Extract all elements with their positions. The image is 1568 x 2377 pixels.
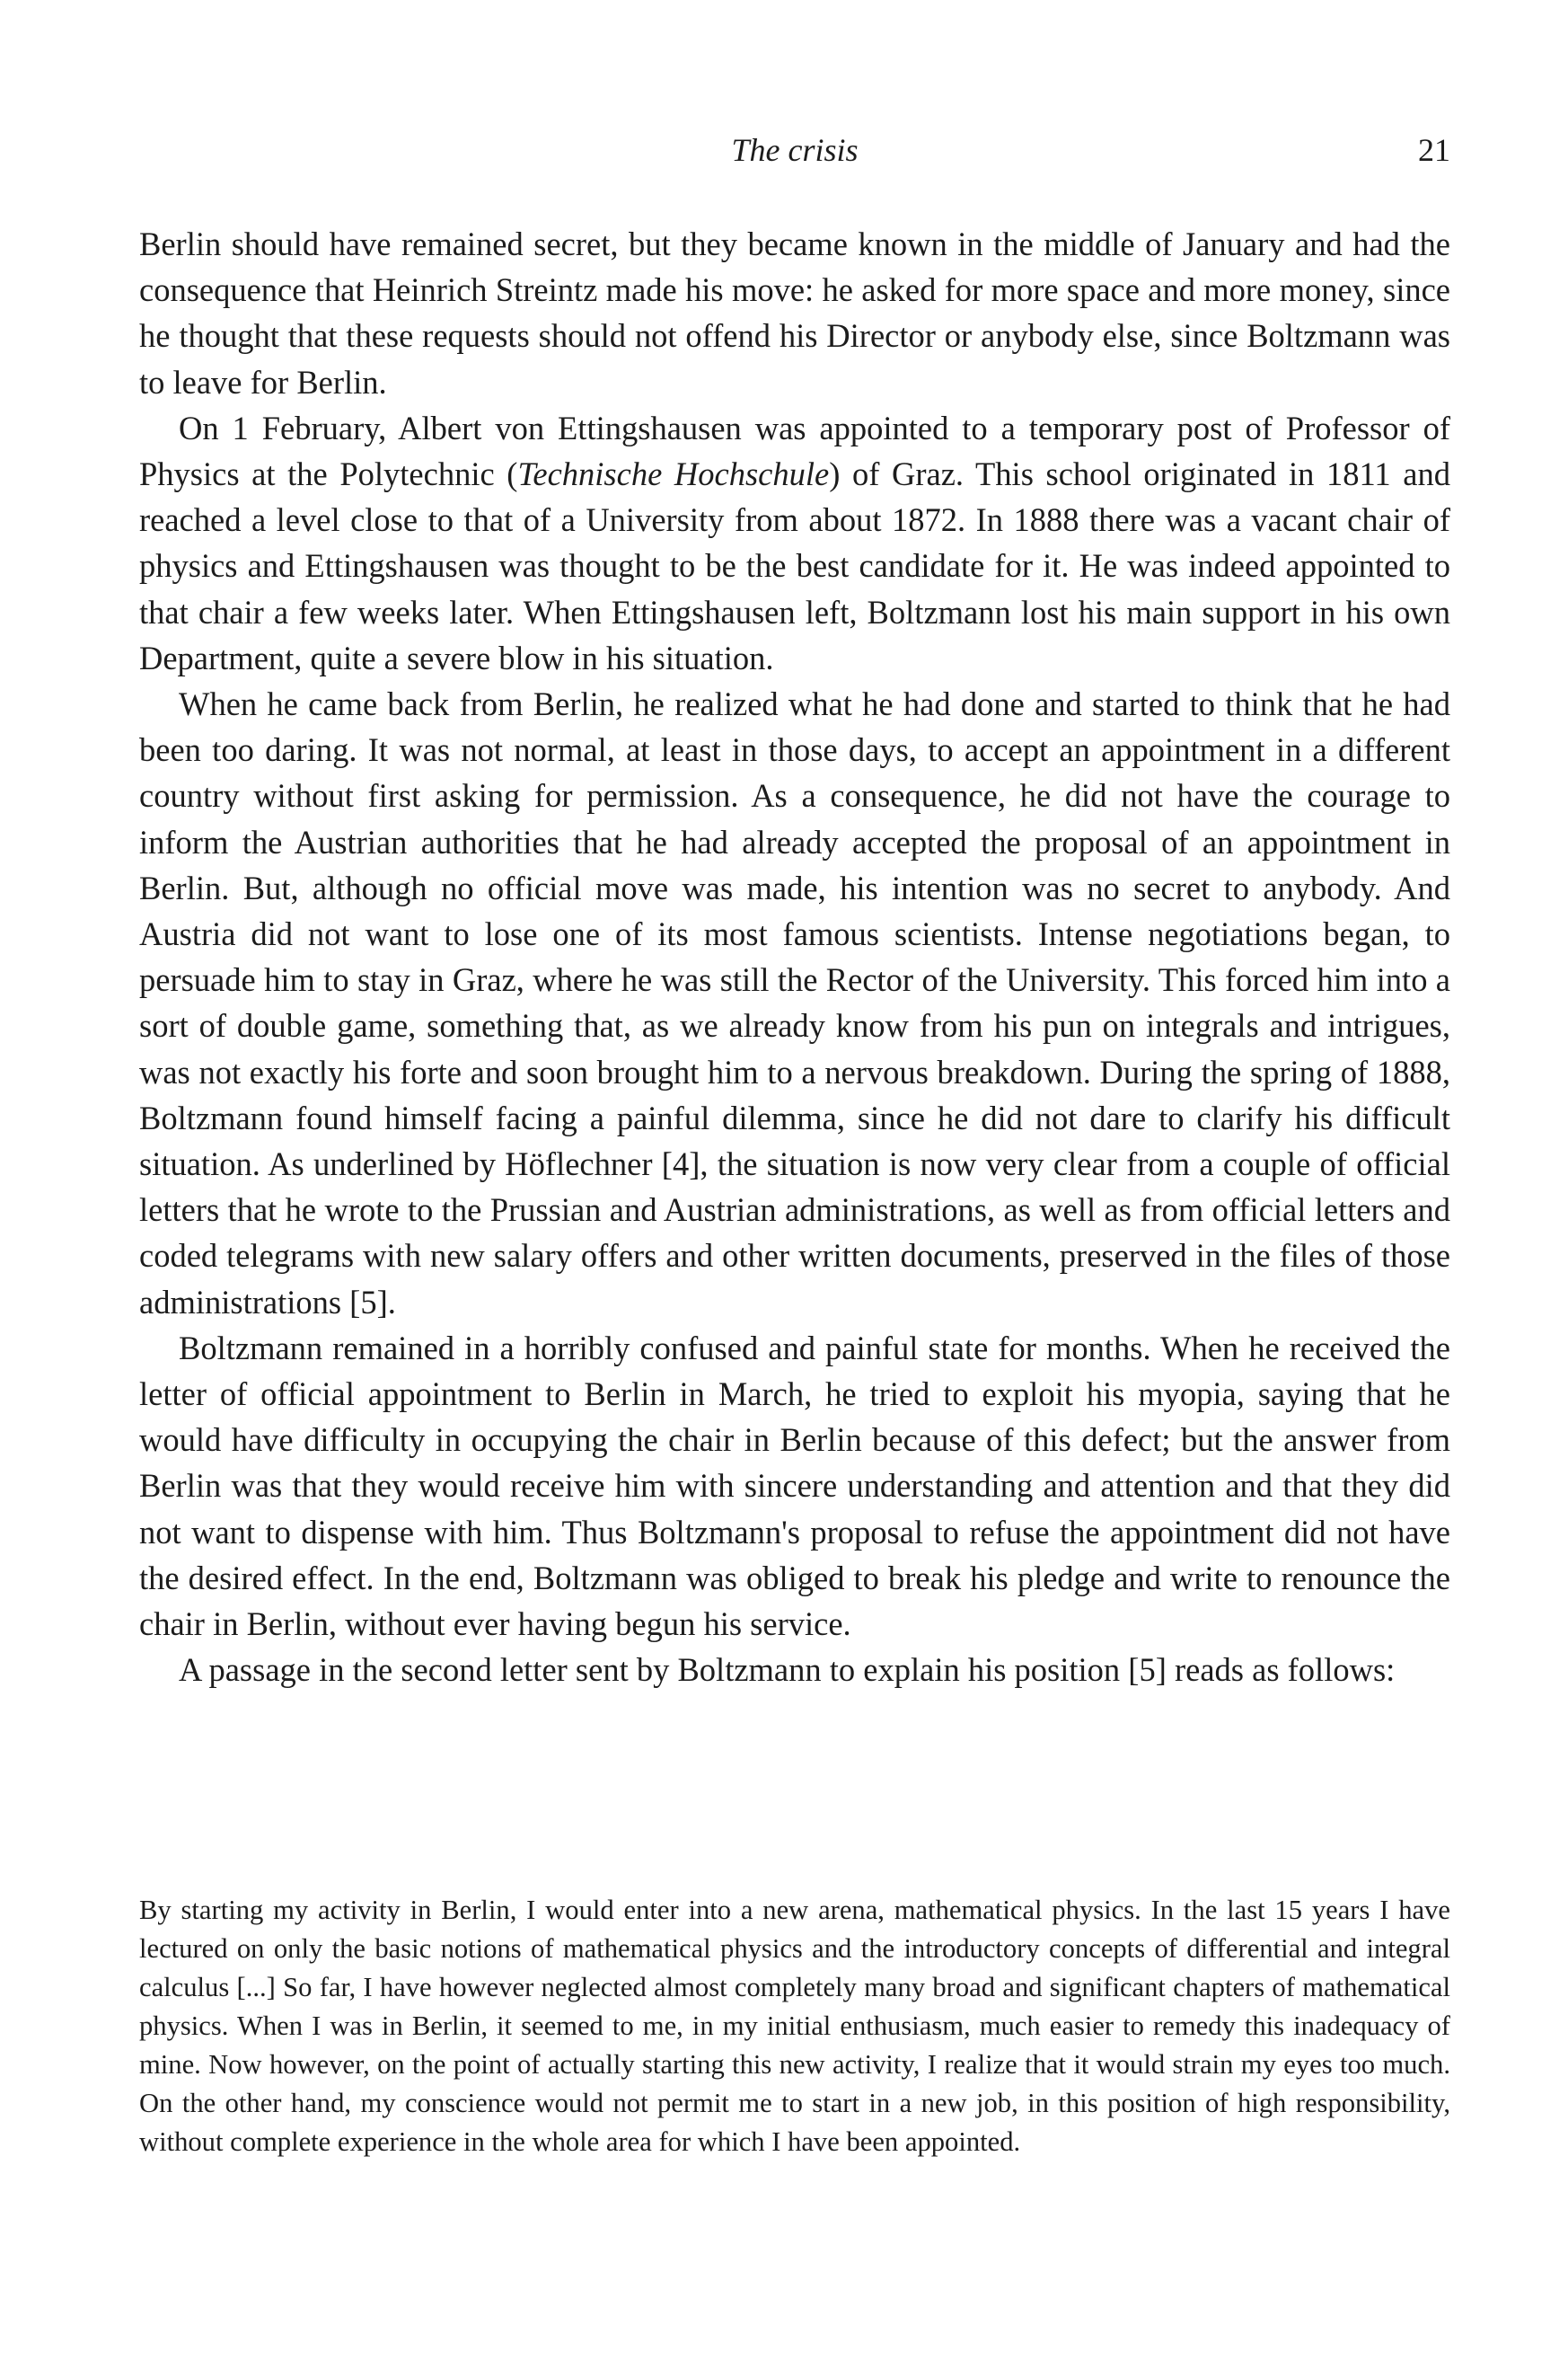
paragraph-2-start: On 1 February, Albert von Ettingshausen was appointed to a temporary post of Professor of Physics at the Polytechnic (	[139, 409, 1450, 493]
running-title: The crisis	[731, 132, 859, 168]
paragraph-3: When he came back from Berlin, he realized what he had done and started to think that he had been too daring. It was not normal, at least in those days, to accept an appointment in a different country without first asking for permission. As a consequence, he did not have the courage to inform the Austrian authorities that he had already accepted the proposal of an appointment in Berlin. But, although no official move was made, his intention was no secret to anybody. And Austria did not want to lose one of its most famous scientists. Intense negotiations began, to persuade him to stay in Graz, where he was still the Rector of the University. This forced him into a sort of double game, something that, as we already know from his pun on integrals and intrigues, was not exactly his forte and soon brought him to a nervous breakdown. During the spring of 1888, Boltzmann found himself facing a painful dilemma, since he did not dare to clarify his difficult situation. As underlined by Höflechner [4], the situation is now very clear from a couple of official letters that he wrote to the Prussian and Austrian administrations, as well as from official letters and coded telegrams with new salary offers and other written documents, preserved in the files of those administrations [5].	[139, 685, 1450, 1321]
page-number: 21	[1418, 132, 1450, 168]
paragraph-2-italic-term: Technische Hochschule	[517, 455, 830, 493]
paragraph-5: A passage in the second letter sent by Boltzmann to explain his position [5] reads as follows:	[179, 1651, 1396, 1689]
block-quote: By starting my activity in Berlin, I would enter into a new arena, mathematical physics. In the last 15 years I have lectured on only the basic notions of mathematical physics and the introductory concepts of differential and integral calculus [...] So far, I have however neglected almost completely many broad and significant chapters of mathematical physics. When I was in Berlin, it seemed to me, in my initial enthusiasm, much easier to remedy this inadequacy of mine. Now however, on the point of actually starting this new activity, I realize that it would strain my eyes too much. On the other hand, my conscience would not permit me to start in a new job, in this position of high responsibility, without complete experience in the whole area for which I have been appointed.	[139, 1895, 1450, 2157]
paragraph-4: Boltzmann remained in a horribly confused and painful state for months. When he received the letter of official appointment to Berlin in March, he tried to exploit his myopia, saying that he would have difficulty in occupying the chair in Berlin because of this defect; but the answer from Berlin was that they would receive him with sincere understanding and attention and that they did not want to dispense with him. Thus Boltzmann's proposal to refuse the appointment did not have the desired effect. In the end, Boltzmann was obliged to break his pledge and write to renounce the chair in Berlin, without ever having begun his service.	[139, 1329, 1450, 1643]
paragraph-1: Berlin should have remained secret, but they became known in the middle of January and had the consequence that Heinrich Streintz made his move: he asked for more space and more money, since he thought that these requests should not offend his Director or anybody else, since Boltzmann was to leave for Berlin.	[139, 225, 1450, 401]
paragraph-2-end: ) of Graz. This school originated in 1811 and reached a level close to that of a University from about 1872. In 1888 there was a vacant chair of physics and Ettingshausen was thought to be the best candidate for it. He was indeed appointed to that chair a few weeks later. When Ettingshausen left, Boltzmann lost his main support in his own Department, quite a severe blow in his situation.	[139, 455, 1451, 676]
running-head	[139, 128, 1450, 172]
paragraph-2	[139, 405, 1450, 681]
body-text	[139, 221, 1450, 1693]
